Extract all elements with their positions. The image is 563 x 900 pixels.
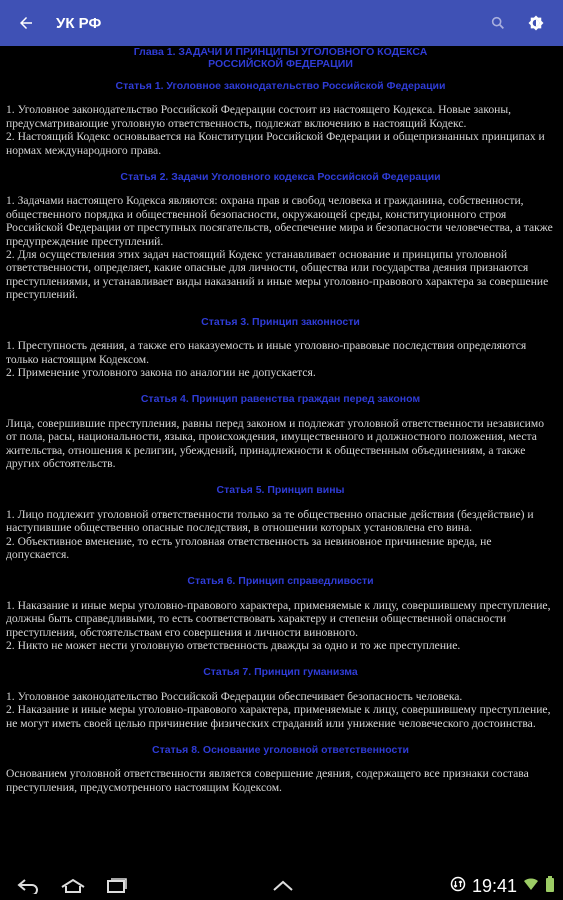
article-text: 1. Задачами настоящего Кодекса являются: охрана прав и свобод человека и гражданина, собственности, общественного порядка и общественной безопасности, окружающей среды, конституционного строя Российской Федерации от преступных посягательств, обеспечение мира и безопасности человечества, а также предупреждение преступлений. 2. Для осуществления этих задач настоящий Кодекс устанавливает основание и принципы уголовной ответственности, определяет, какие опасные для личности, общества или государства деяния признаются преступлениями, и устанавливает виды наказаний и иные меры уголовно-правового характера за совершение преступлений. [6,194,553,302]
clock: 19:41 [471,875,517,896]
status-area [450,872,555,900]
article-heading: Статья 8. Основание уголовной ответственности [152,744,409,757]
article-text: Основанием уголовной ответственности является совершение деяния, содержащего все признаки состава преступления, предусмотренного настоящим Кодексом. [6,767,529,794]
article-text: 1. Уголовное законодательство Российской Федерации состоит из настоящего Кодекса. Новые законы, предусматривающие уголовную ответственность, подлежат включению в настоящий Кодекс. 2. Настоящий Кодекс основывается на Конституции Российской Федерации и общепризнанных принципах и нормах международного права. [6,103,545,157]
article-heading: Статья 4. Принцип равенства граждан перед законом [140,393,421,406]
search-icon[interactable] [487,12,509,34]
law-text-view[interactable] [0,46,563,872]
chapter-title [6,46,555,70]
data-sync-icon [450,876,466,897]
chapter-title-line-1: Глава 1. ЗАДАЧИ И ПРИНЦИПЫ УГОЛОВНОГО КОДЕКСА [133,46,428,58]
brightness-icon[interactable] [525,12,547,34]
chevron-up-icon[interactable] [268,874,298,898]
wifi-icon [523,877,539,896]
article-heading: Статья 2. Задачи Уголовного кодекса Российской Федерации [120,171,441,184]
nav-back-icon[interactable] [14,874,44,898]
system-nav-bar [0,872,563,900]
article-text: 1. Уголовное законодательство Российской Федерации обеспечивает безопасность человека. 2. Наказание и иные меры уголовно-правового характера, применяемые к лицу, совершившему преступление, не могут иметь своей целью причинение физических страданий или унижение человеческого достоинства. [6,689,551,730]
article-heading: Статья 3. Принцип законности [201,315,360,328]
article-heading: Статья 5. Принцип вины [216,484,345,497]
nav-recent-apps-icon[interactable] [102,874,132,898]
app-title: УК РФ [56,14,102,32]
arrow-back-icon[interactable] [14,11,38,35]
article-heading: Статья 6. Принцип справедливости [187,575,374,588]
article-heading: Статья 7. Принцип гуманизма [203,666,358,679]
chapter-title-line-2: РОССИЙСКОЙ ФЕДЕРАЦИИ [208,58,353,70]
article-text: 1. Лицо подлежит уголовной ответственности только за те общественно опасные действия (бездействие) и наступившие общественно опасные последствия, в отношении которых установлена его вина. 2. Объективное вменение, то есть уголовная ответственность за невиновное причинение вреда, не допускается. [6,507,534,561]
nav-home-icon[interactable] [58,874,88,898]
article-text: 1. Наказание и иные меры уголовно-правового характера, применяемые к лицу, совершившему преступление, должны быть справедливыми, то есть соответствовать характеру и степени общественной опасности преступления, обстоятельствам его совершения и личности виновного. 2. Никто не может нести уголовную ответственность дважды за одно и то же преступление. [6,598,551,652]
app-bar [0,0,563,46]
article-text: 1. Преступность деяния, а также его наказуемость и иные уголовно-правовые последствия определяются только настоящим Кодексом. 2. Применение уголовного закона по аналогии не допускается. [6,339,527,379]
article-text: Лица, совершившие преступления, равны перед законом и подлежат уголовной ответственности независимо от пола, расы, национальности, языка, происхождения, имущественного и должностного положения, места жительства, отношения к религии, убеждений, принадлежности к общественным объединениям, а также других обстоятельств. [6,416,544,470]
article-heading: Статья 1. Уголовное законодательство Российской Федерации [115,80,446,92]
battery-icon [545,876,555,897]
